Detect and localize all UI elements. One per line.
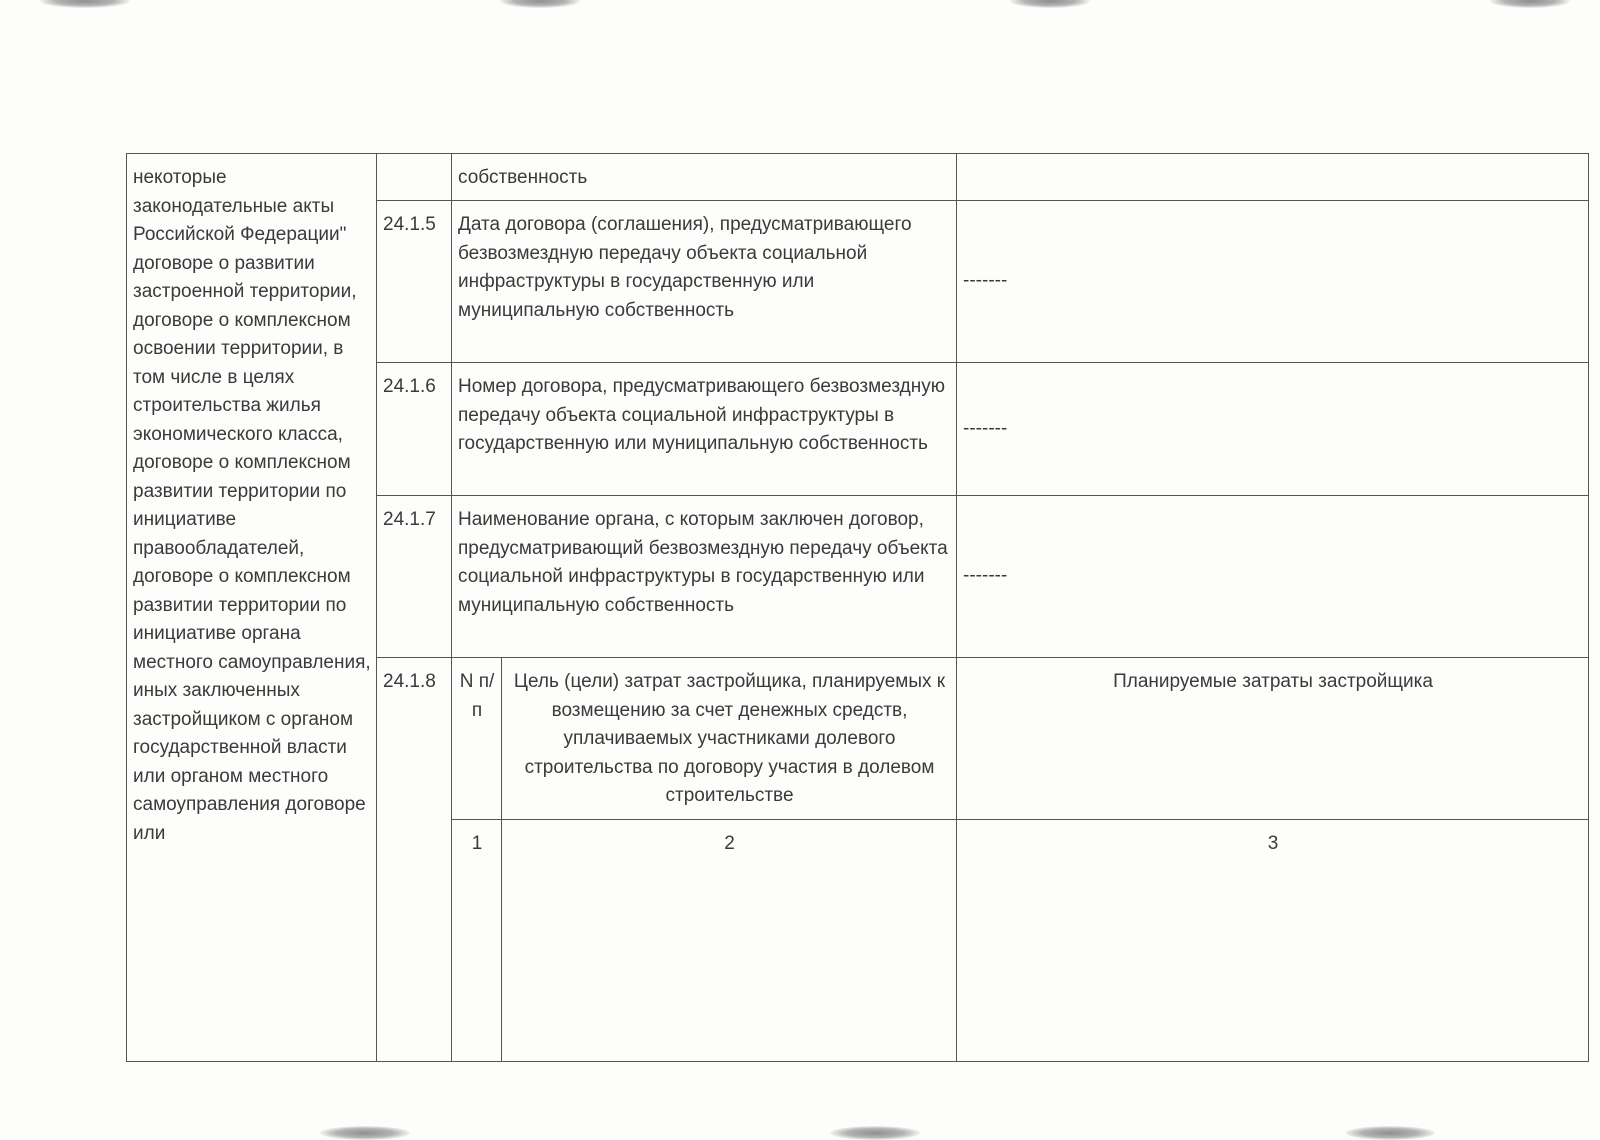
subindex-2: 2: [502, 820, 957, 1062]
row-value: -------: [957, 363, 1589, 496]
scan-artifact: [320, 1126, 410, 1140]
subindex-3: 3: [957, 820, 1589, 1062]
row-value: -------: [957, 201, 1589, 363]
row-number: 24.1.8: [377, 658, 452, 1062]
table-row: [127, 154, 1589, 201]
scan-artifact: [40, 0, 130, 8]
row-description: собственность: [452, 154, 957, 201]
row-description: Наименование органа, с которым заключен договор, предусматривающий безвозмездную передачу объекта социальной инфраструктуры в государственную или муниципальную собственность: [452, 496, 957, 658]
row-number: 24.1.5: [377, 201, 452, 363]
row-description: Дата договора (соглашения), предусматривающего безвозмездную передачу объекта социальной инфраструктуры в государственную или муниципальную собственность: [452, 201, 957, 363]
subindex-1: 1: [452, 820, 502, 1062]
row-value: [957, 154, 1589, 201]
scan-artifact: [1490, 0, 1570, 8]
scan-artifact: [500, 0, 580, 8]
subheader-goal: Цель (цели) затрат застройщика, планируемых к возмещению за счет денежных средств, уплачиваемых участниками долевого строительства по договору участия в долевом строительстве: [502, 658, 957, 820]
scan-artifact: [830, 1126, 920, 1140]
row-description: Номер договора, предусматривающего безвозмездную передачу объекта социальной инфраструктуры в государственную или муниципальную собственность: [452, 363, 957, 496]
row-number: 24.1.6: [377, 363, 452, 496]
subheader-costs: Планируемые затраты застройщика: [957, 658, 1589, 820]
scan-artifact: [1010, 0, 1090, 8]
left-column-text: некоторые законодательные акты Российской Федерации" договоре о развитии застроенной территории, договоре о комплексном освоении территории, в том числе в целях строительства жилья экономического класса, договоре о комплексном развитии территории по инициативе правообладателей, договоре о комплексном развитии территории по инициативе органа местного самоуправления, иных заключенных застройщиком с органом государственной власти или органом местного самоуправления договоре или: [127, 154, 377, 1062]
subheader-np: N п/п: [452, 658, 502, 820]
document-table: [126, 153, 1589, 1062]
scan-artifact: [1345, 1126, 1435, 1140]
row-number: 24.1.7: [377, 496, 452, 658]
row-value: -------: [957, 496, 1589, 658]
row-number: [377, 154, 452, 201]
